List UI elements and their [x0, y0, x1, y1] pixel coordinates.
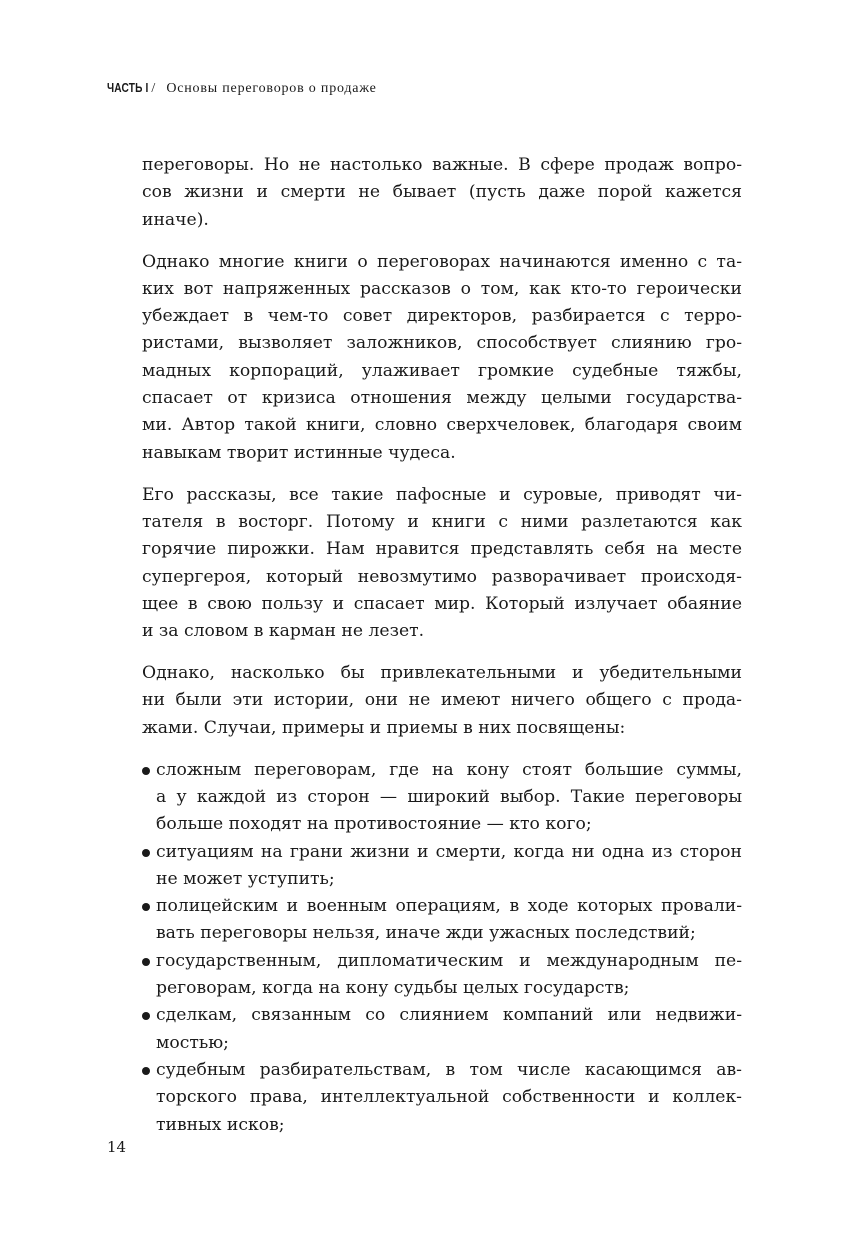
bullet-icon [142, 958, 150, 966]
text-line: и за словом в карман не лезет. [142, 621, 425, 642]
list-item [142, 757, 742, 839]
text-line: мадных корпораций, улаживает громкие судебные тяжбы, [142, 360, 742, 381]
text-line: а у каждой из сторон — широкий выбор. Такие переговоры [156, 786, 742, 807]
text-line: тателя в восторг. Потому и книги с ними разлетаются как [142, 511, 742, 532]
text-line: ни были эти истории, они не имеют ничего общего с прода- [142, 690, 742, 711]
page-number: 14 [107, 1138, 127, 1156]
header-separator: / [151, 81, 157, 96]
text-line: иначе). [142, 209, 209, 230]
text-line: щее в свою пользу и спасает мир. Который излучает обаяние [142, 593, 742, 614]
bullet-icon [142, 767, 150, 775]
text-line: реговорам, когда на кону судьбы целых государств; [156, 978, 630, 999]
list-item [142, 839, 742, 894]
text-line: навыкам творит истинные чудеса. [142, 442, 456, 463]
body-text [142, 152, 742, 1139]
part-label: ЧАСТЬ I [107, 80, 149, 95]
section-title: Основы переговоров о продаже [166, 81, 377, 96]
text-line: горячие пирожки. Нам нравится представлять себя на месте [142, 539, 742, 560]
text-line: супергероя, который невозмутимо разворачивает происходя- [142, 566, 742, 587]
text-line: больше походят на противостояние — кто кого; [156, 814, 592, 835]
text-line: государственным, дипломатическим и международным пе- [156, 950, 742, 971]
text-line: торского права, интеллектуальной собственности и коллек- [156, 1087, 742, 1108]
bullet-icon [142, 849, 150, 857]
paragraph-4 [142, 660, 742, 742]
text-line: Его рассказы, все такие пафосные и суровые, приводят чи- [142, 484, 742, 505]
text-line: сделкам, связанным со слиянием компаний или недвижи- [156, 1005, 742, 1026]
list-item [142, 948, 742, 1003]
text-line: спасает от кризиса отношения между целыми государства- [142, 388, 742, 409]
text-line: полицейским и военным операциям, в ходе которых провали- [156, 896, 742, 917]
text-line: Однако, насколько бы привлекательными и убедительными [142, 663, 742, 684]
text-line: мостью; [156, 1032, 229, 1053]
paragraph-2 [142, 249, 742, 467]
text-line: вать переговоры нельзя, иначе жди ужасных последствий; [156, 923, 696, 944]
text-line: не может уступить; [156, 868, 335, 889]
list-item [142, 1002, 742, 1057]
text-line: переговоры. Но не настолько важные. В сфере продаж вопро- [142, 155, 742, 175]
running-head [107, 80, 377, 97]
text-line: ристами, вызволяет заложников, способствует слиянию гро- [142, 333, 742, 354]
list-item [142, 1057, 742, 1139]
paragraph-1 [142, 152, 742, 234]
list-item [142, 893, 742, 948]
text-line: тивных исков; [156, 1114, 285, 1135]
text-line: ми. Автор такой книги, словно сверхчеловек, благодаря своим [142, 415, 742, 436]
text-line: Однако многие книги о переговорах начинаются именно с та- [142, 251, 742, 272]
text-line: жами. Случаи, примеры и приемы в них посвящены: [142, 717, 626, 738]
paragraph-3 [142, 482, 742, 646]
bullet-list [142, 757, 742, 1139]
text-line: сов жизни и смерти не бывает (пусть даже порой кажется [142, 182, 742, 203]
text-line: ких вот напряженных рассказов о том, как кто-то героически [142, 278, 742, 299]
bullet-icon [142, 1067, 150, 1075]
text-line: судебным разбирательствам, в том числе касающимся ав- [156, 1059, 742, 1080]
text-line: сложным переговорам, где на кону стоят большие суммы, [156, 759, 742, 780]
text-line: ситуациям на грани жизни и смерти, когда ни одна из сторон [156, 841, 742, 862]
text-line: убеждает в чем-то совет директоров, разбирается с терро- [142, 306, 742, 327]
